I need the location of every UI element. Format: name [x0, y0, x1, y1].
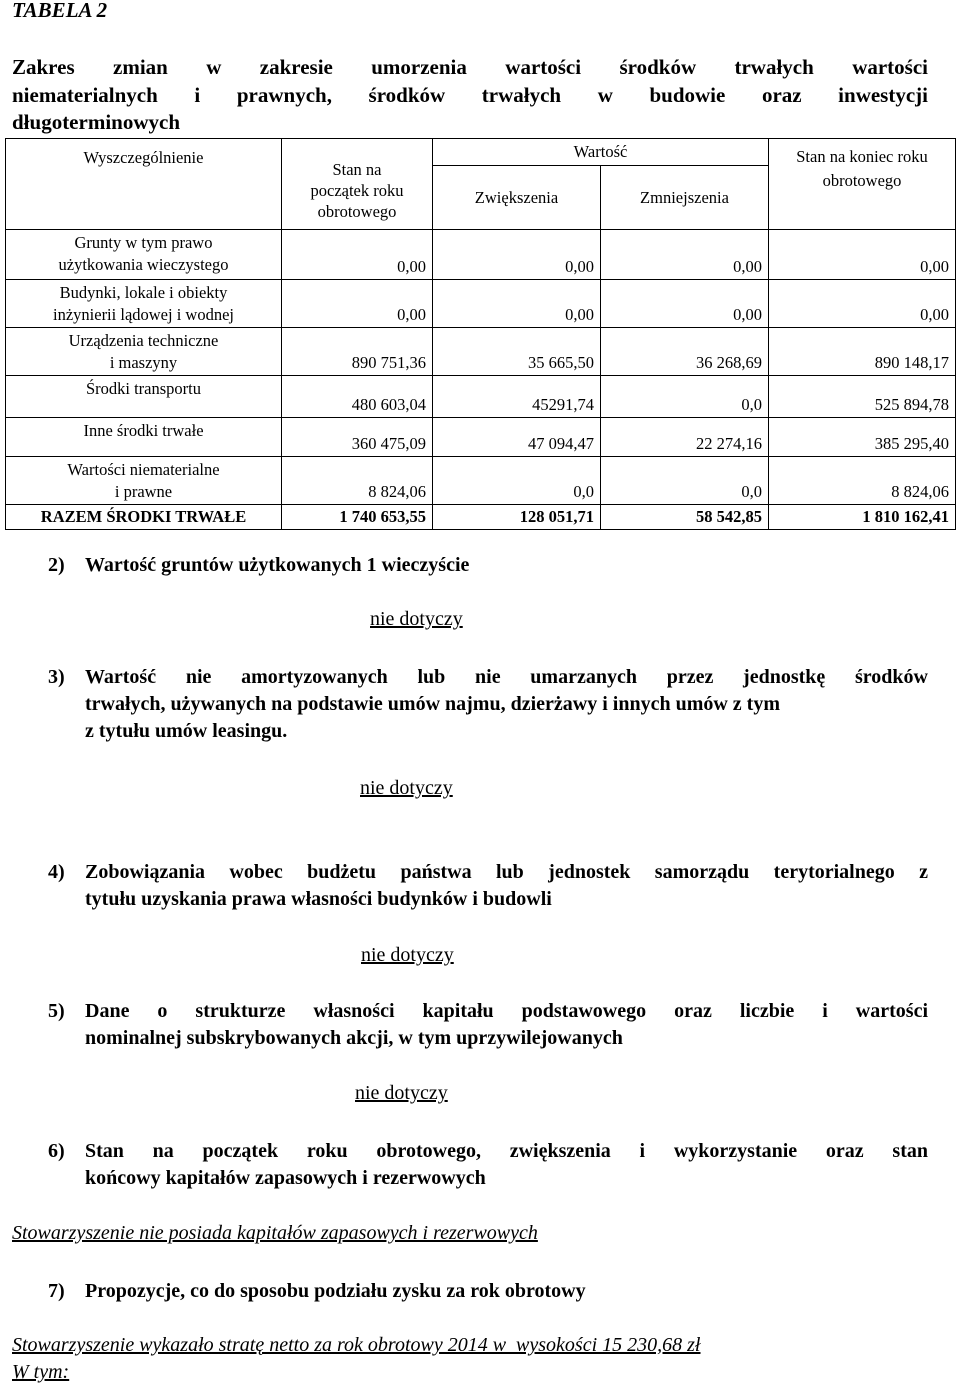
cell-end: 8 824,06	[769, 457, 956, 505]
cell-decrease: 36 268,69	[601, 328, 769, 376]
section-6-note: Stowarzyszenie nie posiada kapitałów zapasowych i rezerwowych	[12, 1222, 538, 1244]
header-value-group: Wartość	[433, 139, 769, 166]
section-7-heading: 7) Propozycje, co do sposobu podziału zysku za rok obrotowy	[48, 1280, 586, 1302]
cell-start: 890 751,36	[282, 328, 433, 376]
cell-start: 0,00	[282, 280, 433, 328]
section-3-nie-dotyczy: nie dotyczy	[360, 777, 453, 799]
cell-increase: 0,00	[433, 280, 601, 328]
total-increase: 128 051,71	[433, 505, 601, 530]
section-4-nie-dotyczy: nie dotyczy	[361, 944, 454, 966]
total-start: 1 740 653,55	[282, 505, 433, 530]
header-increase: Zwiększenia	[433, 166, 601, 230]
cell-decrease: 0,00	[601, 230, 769, 280]
cell-decrease: 22 274,16	[601, 418, 769, 457]
cell-end: 385 295,40	[769, 418, 956, 457]
total-end: 1 810 162,41	[769, 505, 956, 530]
row-label: Grunty w tym prawo użytkowania wieczystego	[6, 230, 282, 280]
cell-increase: 0,00	[433, 230, 601, 280]
cell-start: 360 475,09	[282, 418, 433, 457]
title-line-3: długoterminowych	[12, 110, 180, 134]
table-row	[6, 418, 956, 457]
table-row	[6, 280, 956, 328]
title-line-1: Zakres zmian w zakresie umorzenia wartości środków trwałych wartości	[12, 55, 928, 79]
section-6-heading: 6) Stan na początek roku obrotowego, zwiększenia i wykorzystanie oraz stan końcowy kapitałów zapasowych i rezerwowych	[48, 1140, 928, 1189]
title-line-2: niematerialnych i prawnych, środków trwałych w budowie oraz inwestycji	[12, 82, 928, 107]
row-label: Środki transportu	[6, 376, 282, 418]
cell-start: 0,00	[282, 230, 433, 280]
row-label: Wartości niematerialne i prawne	[6, 457, 282, 505]
section-7-subnote: W tym:	[12, 1361, 70, 1383]
row-label: Urządzenia techniczne i maszyny	[6, 328, 282, 376]
section-5-nie-dotyczy: nie dotyczy	[355, 1082, 448, 1104]
cell-end: 525 894,78	[769, 376, 956, 418]
cell-decrease: 0,0	[601, 457, 769, 505]
cell-end: 0,00	[769, 280, 956, 328]
section-3-heading: 3) Wartość nie amortyzowanych lub nie umarzanych przez jednostkę środków trwałych, używanych na podstawie umów najmu, dzierżawy i innych umów z tym z tytułu umów leasingu.	[48, 666, 928, 742]
section-2-heading: 2) Wartość gruntów użytkowanych 1 wieczyście	[48, 554, 470, 576]
total-label: RAZEM ŚRODKI TRWAŁE	[6, 505, 282, 530]
table-label: TABELA 2	[12, 0, 108, 22]
header-end: Stan na koniec roku obrotowego	[769, 139, 956, 230]
cell-increase: 0,0	[433, 457, 601, 505]
header-decrease: Zmniejszenia	[601, 166, 769, 230]
cell-increase: 35 665,50	[433, 328, 601, 376]
total-decrease: 58 542,85	[601, 505, 769, 530]
table-row	[6, 457, 956, 505]
table-total-row	[6, 505, 956, 530]
row-label: Budynki, lokale i obiekty inżynierii lądowej i wodnej	[6, 280, 282, 328]
section-5-heading: 5) Dane o strukturze własności kapitału podstawowego oraz liczbie i wartości nominalnej subskrybowanych akcji, w tym uprzywilejowanych	[48, 1000, 928, 1049]
cell-increase: 45291,74	[433, 376, 601, 418]
cell-start: 8 824,06	[282, 457, 433, 505]
fixed-assets-table	[5, 138, 956, 530]
header-item: Wyszczególnienie	[6, 139, 282, 230]
cell-end: 890 148,17	[769, 328, 956, 376]
section-7-note: Stowarzyszenie wykazało stratę netto za rok obrotowy 2014 w wysokości 15 230,68 zł	[12, 1334, 701, 1356]
cell-end: 0,00	[769, 230, 956, 280]
section-4-heading: 4) Zobowiązania wobec budżetu państwa lub jednostek samorządu terytorialnego z tytułu uzyskania prawa własności budynków i budowli	[48, 861, 928, 910]
table-title	[12, 54, 928, 137]
row-label: Inne środki trwałe	[6, 418, 282, 457]
cell-decrease: 0,00	[601, 280, 769, 328]
table-row	[6, 230, 956, 280]
table-row	[6, 376, 956, 418]
section-2-nie-dotyczy: nie dotyczy	[370, 608, 463, 630]
cell-decrease: 0,0	[601, 376, 769, 418]
cell-start: 480 603,04	[282, 376, 433, 418]
cell-increase: 47 094,47	[433, 418, 601, 457]
header-start: Stan na początek roku obrotowego	[282, 139, 433, 230]
table-row	[6, 328, 956, 376]
